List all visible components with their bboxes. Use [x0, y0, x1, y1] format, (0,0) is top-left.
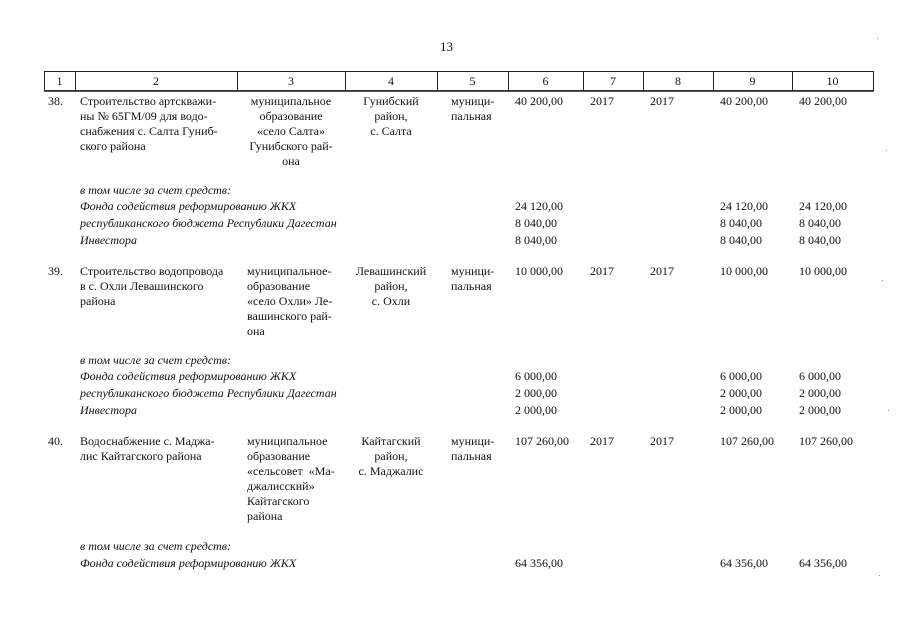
funding-source: Инвестора: [80, 233, 137, 247]
object-name: Строительство водопровода в с. Охли Левашинского района: [80, 264, 224, 308]
col8-value: 2017: [650, 264, 674, 278]
col6-value: 40 200,00: [515, 94, 563, 108]
funding-col10: 2 000,00: [799, 403, 841, 417]
owner: муниципальное образование «село Салта» Гунибского рай- она: [249, 94, 333, 168]
header-col-4: 4: [388, 74, 394, 88]
funding-col10: 8 040,00: [799, 233, 841, 247]
location: Гунибский район, с. Салта: [363, 94, 419, 138]
funding-source: республиканского бюджета Республики Дагестан: [80, 216, 337, 230]
col8-value: 2017: [650, 94, 674, 108]
row-number: 38.: [48, 94, 63, 108]
funding-col6: 8 040,00: [515, 233, 557, 247]
funding-col10: 24 120,00: [799, 199, 847, 213]
ownership: муници- пальная: [451, 434, 495, 463]
funding-label: в том числе за счет средств:: [80, 353, 232, 367]
col6-value: 107 260,00: [515, 434, 569, 448]
funding-col10: 6 000,00: [799, 369, 841, 383]
funding-col9: 2 000,00: [720, 386, 762, 400]
funding-col9: 8 040,00: [720, 233, 762, 247]
scan-speck: [877, 38, 878, 39]
funding-col6: 6 000,00: [515, 369, 557, 383]
funding-col9: 2 000,00: [720, 403, 762, 417]
page-number: 13: [440, 39, 453, 54]
header-col-sep: [873, 72, 874, 90]
funding-col9: 24 120,00: [720, 199, 768, 213]
scan-speck: [882, 280, 883, 281]
header-col-1: 1: [56, 74, 63, 88]
col8-value: 2017: [650, 434, 674, 448]
funding-source: республиканского бюджета Республики Дагестан: [80, 386, 337, 400]
col9-value: 107 260,00: [720, 434, 774, 448]
funding-col6: 2 000,00: [515, 403, 557, 417]
funding-col9: 6 000,00: [720, 369, 762, 383]
col10-value: 40 200,00: [799, 94, 847, 108]
header-col-2: 2: [153, 74, 159, 88]
header-col-8: 8: [675, 74, 681, 88]
funding-col6: 64 356,00: [515, 556, 563, 570]
funding-source: Инвестора: [80, 403, 137, 417]
owner: муниципальное образование «сельсовет «Ма- джалисский» Кайтагского района: [247, 434, 335, 523]
funding-col6: 2 000,00: [515, 386, 557, 400]
funding-label: в том числе за счет средств:: [80, 539, 232, 553]
funding-source: Фонда содействия реформированию ЖКХ: [80, 199, 297, 213]
scan-speck: [888, 410, 889, 411]
funding-col9: 8 040,00: [720, 216, 762, 230]
col7-value: 2017: [590, 94, 614, 108]
header-col-7: 7: [610, 74, 616, 88]
header-col-5: 5: [469, 74, 476, 88]
object-name: Водоснабжение с. Маджа- лис Кайтагского района: [80, 434, 215, 463]
col7-value: 2017: [590, 434, 614, 448]
funding-col10: 64 356,00: [799, 556, 847, 570]
col9-value: 40 200,00: [720, 94, 768, 108]
header-top-rule: [44, 71, 874, 72]
object-name: Строительство артскважи- ны № 65ГМ/09 для водо- снабжения с. Салта Гуниб- ского района: [80, 94, 218, 153]
col9-value: 10 000,00: [720, 264, 768, 278]
owner: муниципальное- образование «село Охли» Ле- вашинского рай- она: [247, 264, 333, 338]
funding-col9: 64 356,00: [720, 556, 768, 570]
scan-speck: [879, 575, 880, 576]
funding-col6: 24 120,00: [515, 199, 563, 213]
row-number: 40.: [48, 434, 63, 448]
col7-value: 2017: [590, 264, 614, 278]
scan-speck: [886, 150, 887, 151]
funding-col10: 2 000,00: [799, 386, 841, 400]
funding-label: в том числе за счет средств:: [80, 183, 232, 197]
funding-source: Фонда содействия реформированию ЖКХ: [80, 369, 297, 383]
header-col-10: 10: [826, 74, 839, 88]
funding-col10: 8 040,00: [799, 216, 841, 230]
header-col-3: 3: [288, 74, 294, 88]
funding-source: Фонда содействия реформированию ЖКХ: [80, 556, 297, 570]
row-number: 39.: [48, 264, 63, 278]
location: Кайтагский район, с. Маджалис: [358, 434, 424, 478]
col10-value: 10 000,00: [799, 264, 847, 278]
header-col-6: 6: [542, 74, 549, 88]
location: Левашинский район, с. Охли: [355, 264, 427, 308]
header-col-9: 9: [749, 74, 756, 88]
funding-col6: 8 040,00: [515, 216, 557, 230]
ownership: муници- пальная: [451, 94, 495, 123]
col6-value: 10 000,00: [515, 264, 563, 278]
header-bottom-rule-2: [44, 91, 874, 92]
ownership: муници- пальная: [451, 264, 495, 293]
col10-value: 107 260,00: [799, 434, 853, 448]
